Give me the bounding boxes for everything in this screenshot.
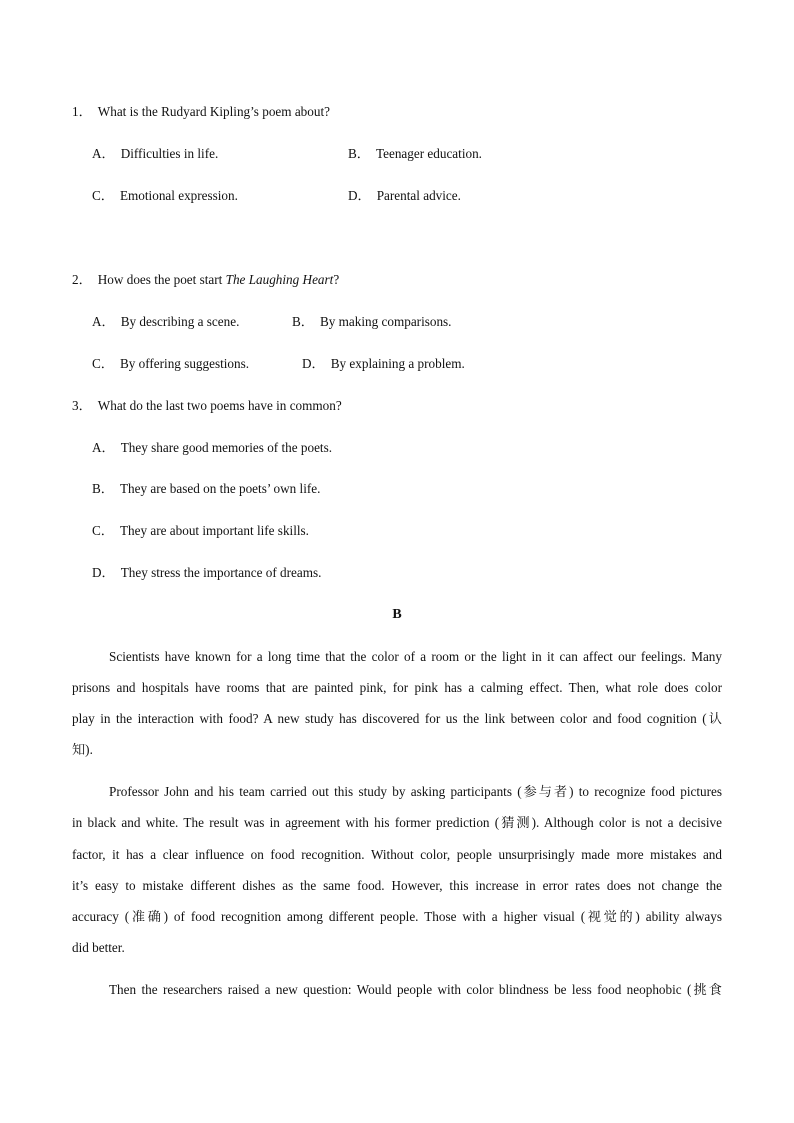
q2-option-d	[302, 356, 465, 372]
q1-option-d	[348, 188, 461, 204]
option-letter: A．	[92, 314, 115, 329]
q1-option-b	[348, 146, 482, 162]
question-number: 1．	[72, 104, 92, 119]
option-letter: D．	[348, 188, 371, 203]
option-text: By offering suggestions.	[119, 356, 250, 371]
option-text: Teenager education.	[375, 146, 482, 161]
option-text: Parental advice.	[376, 188, 461, 203]
option-letter: D．	[92, 565, 115, 580]
q3-option-a	[92, 440, 332, 456]
passage-line: play in the interaction with food? A new study has discovered for us the link between color and food cognition (认	[72, 711, 722, 726]
option-letter: C．	[92, 523, 114, 538]
q2-option-a	[92, 314, 239, 330]
q2-option-c	[92, 356, 249, 372]
q2-option-b	[292, 314, 451, 330]
passage-line: in black and white. The result was in agreement with his former prediction (猜测). Although color is not a decisive	[72, 815, 722, 830]
option-text: By making comparisons.	[319, 314, 452, 329]
passage-line: it’s easy to mistake different dishes as the same food. However, this increase in error rates does not change the	[72, 878, 722, 893]
q1-option-a	[92, 146, 218, 162]
option-text: They are based on the poets’ own life.	[119, 481, 321, 496]
option-text: Emotional expression.	[119, 188, 238, 203]
option-letter: C．	[92, 188, 114, 203]
question-text: What is the Rudyard Kipling’s poem about?	[97, 104, 330, 119]
question-1-stem	[72, 104, 330, 120]
section-heading: B	[392, 607, 402, 622]
option-letter: A．	[92, 146, 115, 161]
passage-line: prisons and hospitals have rooms that are painted pink, for pink has a calming effect. Then, what role does color	[72, 680, 722, 695]
option-text: They share good memories of the poets.	[120, 440, 333, 455]
question-text-end: ?	[333, 272, 340, 287]
question-2-stem	[72, 272, 339, 288]
poem-title: The Laughing Heart	[225, 272, 334, 287]
option-letter: B．	[92, 481, 114, 496]
option-text: They stress the importance of dreams.	[120, 565, 322, 580]
question-text: What do the last two poems have in common?	[97, 398, 342, 413]
option-letter: A．	[92, 440, 115, 455]
passage-line: Then the researchers raised a new question: Would people with color blindness be less food neophobic (挑食	[109, 982, 722, 997]
option-letter: B．	[348, 146, 370, 161]
passage-line: did better.	[72, 940, 125, 955]
passage-line: accuracy (准确) of food recognition among different people. Those with a higher visual (视觉的) ability always	[72, 909, 722, 924]
question-text: How does the poet start	[97, 272, 226, 287]
q3-option-c	[92, 523, 309, 539]
passage-line: factor, it has a clear influence on food recognition. Without color, people unsurprisingly made more mistakes and	[72, 847, 722, 862]
option-letter: B．	[292, 314, 314, 329]
passage-line: Scientists have known for a long time that the color of a room or the light in it can affect our feelings. Many	[109, 649, 722, 664]
question-3-stem	[72, 398, 342, 414]
option-text: By describing a scene.	[120, 314, 240, 329]
passage-line: Professor John and his team carried out this study by asking participants (参与者) to recognize food pictures	[109, 784, 722, 799]
option-text: By explaining a problem.	[330, 356, 465, 371]
passage-line: 知).	[72, 742, 93, 757]
option-text: They are about important life skills.	[119, 523, 309, 538]
question-number: 3．	[72, 398, 92, 413]
q3-option-b	[92, 481, 320, 497]
q3-option-d	[92, 565, 321, 581]
question-number: 2．	[72, 272, 92, 287]
option-letter: C．	[92, 356, 114, 371]
option-text: Difficulties in life.	[120, 146, 219, 161]
q1-option-c	[92, 188, 238, 204]
option-letter: D．	[302, 356, 325, 371]
